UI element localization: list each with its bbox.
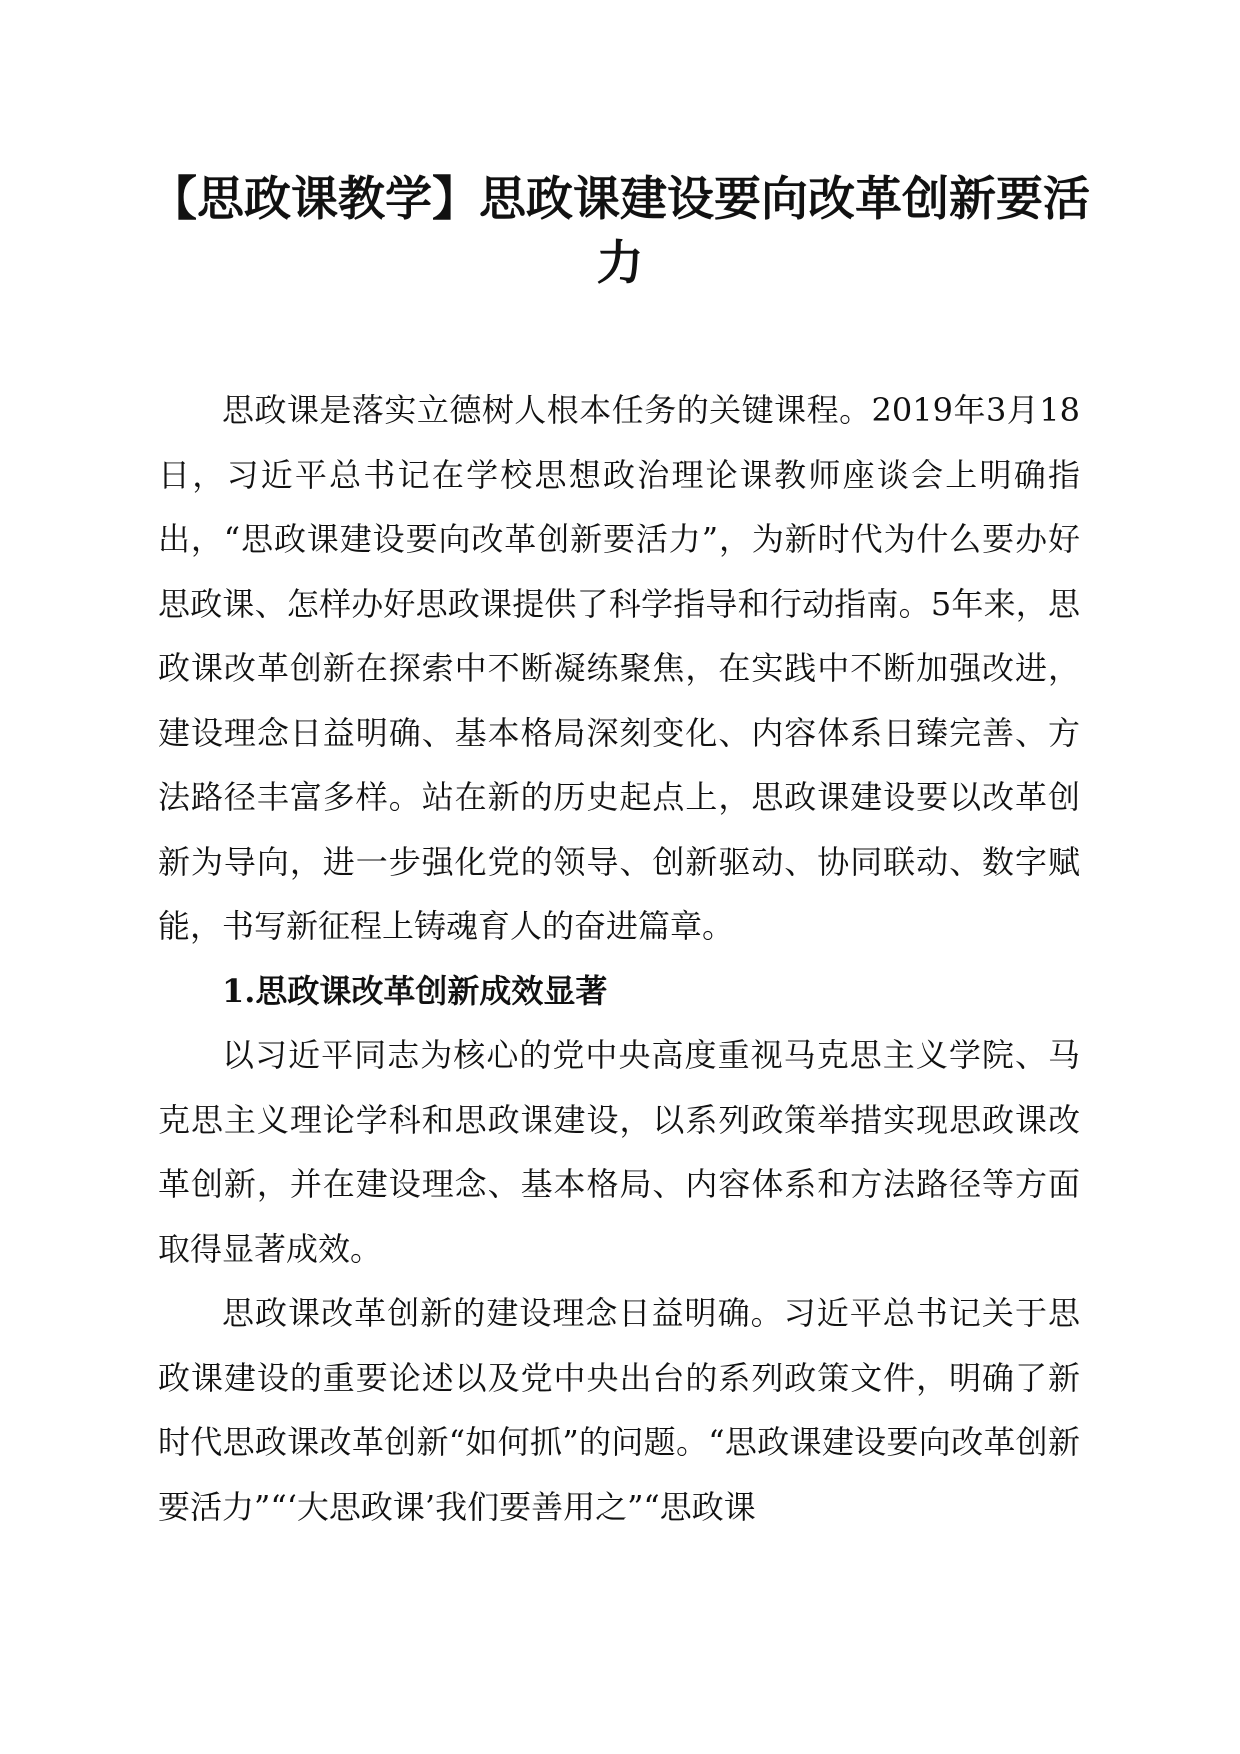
document-body	[158, 378, 1080, 1539]
section-paragraph-1: 以习近平同志为核心的党中央高度重视马克思主义学院、马克思主义理论学科和思政课建设，以系列政策举措实现思政课改革创新，并在建设理念、基本格局、内容体系和方法路径等方面取得显著成效。	[158, 1036, 1080, 1268]
section-heading: 1.思政课改革创新成效显著	[222, 971, 608, 1010]
document-title: 【思政课教学】思政课建设要向改革创新要活力	[150, 172, 1090, 291]
section-paragraph-2: 思政课改革创新的建设理念日益明确。习近平总书记关于思政课建设的重要论述以及党中央出台的系列政策文件，明确了新时代思政课改革创新“如何抓”的问题。“思政课建设要向改革创新要活力”“‘大思政课’我们要善用之”“思政课	[158, 1294, 1080, 1526]
intro-paragraph: 思政课是落实立德树人根本任务的关键课程。2019年3月18日，习近平总书记在学校思想政治理论课教师座谈会上明确指出，“思政课建设要向改革创新要活力”，为新时代为什么要办好思政课、怎样办好思政课提供了科学指导和行动指南。5年来，思政课改革创新在探索中不断凝练聚焦，在实践中不断加强改进，建设理念日益明确、基本格局深刻变化、内容体系日臻完善、方法路径丰富多样。站在新的历史起点上，思政课建设要以改革创新为导向，进一步强化党的领导、创新驱动、协同联动、数字赋能，书写新征程上铸魂育人的奋进篇章。	[158, 391, 1080, 945]
